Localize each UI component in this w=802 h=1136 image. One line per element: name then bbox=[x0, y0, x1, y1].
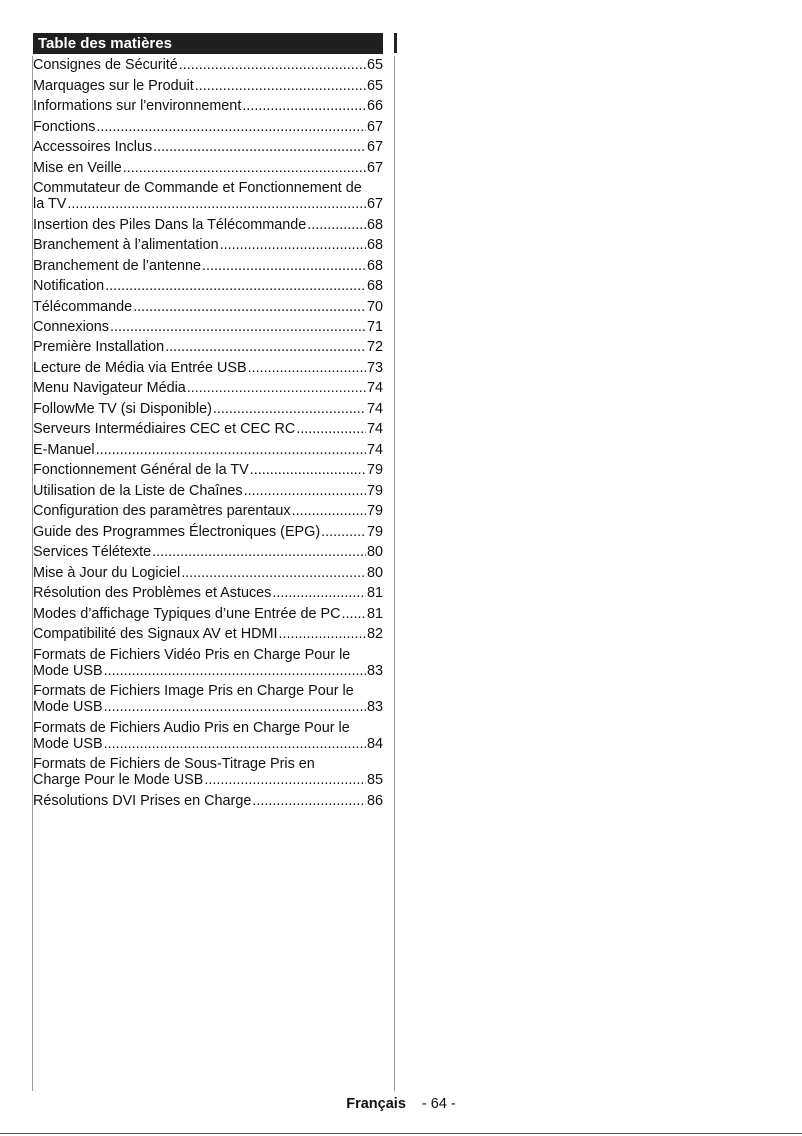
toc-entry bbox=[33, 681, 383, 717]
toc-entry-title: Branchement à l’alimentation bbox=[33, 237, 219, 254]
toc-entry-title: Insertion des Piles Dans la Télécommande bbox=[33, 216, 307, 233]
toc-entry-row bbox=[33, 360, 383, 376]
toc-entry-row bbox=[33, 503, 383, 519]
toc-entry-page: 79 bbox=[366, 503, 383, 520]
toc-entry-page: 70 bbox=[366, 298, 383, 315]
toc-entry-page: 68 bbox=[366, 278, 383, 295]
toc-entry bbox=[33, 378, 383, 398]
toc-entry bbox=[33, 276, 383, 296]
toc-entry-row bbox=[33, 98, 383, 114]
toc-entry bbox=[33, 604, 383, 624]
toc-entry-page: 67 bbox=[366, 159, 383, 176]
toc-entry-page: 84 bbox=[366, 735, 383, 752]
toc-entry-title-line1: Commutateur de Commande et Fonctionnement de bbox=[33, 180, 362, 197]
toc-entry-row bbox=[33, 462, 383, 478]
toc-entry-title: Compatibilité des Signaux AV et HDMI bbox=[33, 626, 278, 643]
toc-entry-page: 66 bbox=[366, 98, 383, 115]
toc-entry-title: Informations sur l'environnement bbox=[33, 98, 242, 115]
toc-entry bbox=[33, 157, 383, 177]
toc-entry-title: Résolutions DVI Prises en Charge bbox=[33, 792, 252, 809]
toc-entry bbox=[33, 296, 383, 316]
toc-entry-row bbox=[33, 78, 383, 94]
toc-entry bbox=[33, 235, 383, 255]
toc-entry-page: 83 bbox=[366, 699, 383, 716]
toc-entry-row bbox=[33, 401, 383, 417]
toc-entry bbox=[33, 399, 383, 419]
toc-entry-title: Consignes de Sécurité bbox=[33, 57, 178, 74]
toc-entry-row bbox=[33, 57, 383, 73]
toc-entry-page: 73 bbox=[366, 359, 383, 376]
dot-leader bbox=[152, 544, 366, 560]
dot-leader bbox=[279, 626, 366, 642]
toc-entry-row bbox=[33, 299, 383, 315]
toc-entry-page: 74 bbox=[366, 400, 383, 417]
dot-leader bbox=[321, 524, 366, 540]
toc-entry-page: 83 bbox=[366, 662, 383, 679]
toc-entry bbox=[33, 624, 383, 644]
dot-leader bbox=[179, 57, 366, 73]
toc-entry-row bbox=[33, 585, 383, 601]
dot-leader bbox=[341, 606, 366, 622]
toc-entry bbox=[33, 137, 383, 157]
toc-entry-title: E-Manuel bbox=[33, 441, 95, 458]
toc-entry bbox=[33, 96, 383, 116]
dot-leader bbox=[202, 258, 366, 274]
toc-entry-page: 74 bbox=[366, 380, 383, 397]
toc-entry-page: 72 bbox=[366, 339, 383, 356]
page-footer bbox=[0, 1096, 802, 1112]
table-of-contents bbox=[33, 33, 383, 811]
toc-entry-page: 74 bbox=[366, 441, 383, 458]
toc-entry-page: 82 bbox=[366, 626, 383, 643]
toc-entry-page: 68 bbox=[366, 237, 383, 254]
footer-page-number: - 64 - bbox=[421, 1096, 456, 1112]
dot-leader bbox=[307, 217, 366, 233]
toc-entry bbox=[33, 75, 383, 95]
toc-entry-title: Modes d’affichage Typiques d’une Entrée de PC bbox=[33, 605, 341, 622]
toc-entry-row bbox=[33, 544, 383, 560]
toc-entry-title: Services Télétexte bbox=[33, 544, 152, 561]
toc-entry-row bbox=[33, 793, 383, 809]
toc-entry-page: 68 bbox=[366, 216, 383, 233]
dot-leader bbox=[105, 278, 366, 294]
toc-entry bbox=[33, 214, 383, 234]
toc-entry-title: Première Installation bbox=[33, 339, 165, 356]
toc-entry-title: Branchement de l’antenne bbox=[33, 257, 202, 274]
toc-entry-row bbox=[33, 258, 383, 274]
toc-entry-page: 79 bbox=[366, 482, 383, 499]
toc-entry-page: 67 bbox=[366, 196, 383, 213]
toc-entry-row bbox=[33, 699, 383, 715]
toc-entry-page: 86 bbox=[366, 792, 383, 809]
toc-entry bbox=[33, 501, 383, 521]
dot-leader bbox=[165, 339, 366, 355]
toc-entry-title: Mise en Veille bbox=[33, 159, 122, 176]
toc-entry-page: 80 bbox=[366, 564, 383, 581]
toc-entry-title-line1: Formats de Fichiers Image Pris en Charge Pour le bbox=[33, 683, 354, 700]
toc-entry-page: 65 bbox=[366, 77, 383, 94]
toc-entry bbox=[33, 419, 383, 439]
dot-leader bbox=[181, 565, 366, 581]
toc-entry-page: 81 bbox=[366, 585, 383, 602]
toc-entry-title: Menu Navigateur Média bbox=[33, 380, 186, 397]
dot-leader bbox=[250, 462, 366, 478]
toc-entry-row bbox=[33, 196, 383, 212]
toc-entry bbox=[33, 55, 383, 75]
toc-entry-title-line1: Formats de Fichiers de Sous-Titrage Pris en bbox=[33, 756, 315, 773]
toc-entry-page: 67 bbox=[366, 139, 383, 156]
toc-entry bbox=[33, 583, 383, 603]
dot-leader bbox=[96, 119, 366, 135]
toc-list bbox=[33, 55, 383, 811]
toc-entry-row bbox=[33, 160, 383, 176]
dot-leader bbox=[204, 772, 366, 788]
toc-header: Table des matières bbox=[33, 33, 383, 54]
dot-leader bbox=[123, 160, 366, 176]
dot-leader bbox=[96, 442, 366, 458]
toc-entry-title: Configuration des paramètres parentaux bbox=[33, 503, 291, 520]
toc-entry-title: Mode USB bbox=[33, 699, 103, 716]
dot-leader bbox=[296, 421, 366, 437]
toc-entry bbox=[33, 440, 383, 460]
toc-entry bbox=[33, 178, 383, 214]
dot-leader bbox=[104, 699, 366, 715]
toc-entry-row bbox=[33, 626, 383, 642]
toc-entry-page: 85 bbox=[366, 772, 383, 789]
dot-leader bbox=[252, 793, 366, 809]
toc-entry-page: 68 bbox=[366, 257, 383, 274]
toc-entry-row bbox=[33, 319, 383, 335]
toc-entry-title: Télécommande bbox=[33, 298, 133, 315]
toc-entry bbox=[33, 791, 383, 811]
toc-entry bbox=[33, 522, 383, 542]
toc-entry-row bbox=[33, 237, 383, 253]
dot-leader bbox=[220, 237, 366, 253]
dot-leader bbox=[248, 360, 366, 376]
toc-entry-title: Guide des Programmes Électroniques (EPG) bbox=[33, 523, 321, 540]
toc-entry-row bbox=[33, 119, 383, 135]
dot-leader bbox=[153, 139, 366, 155]
dot-leader bbox=[104, 736, 366, 752]
toc-entry-row bbox=[33, 565, 383, 581]
toc-entry-page: 79 bbox=[366, 523, 383, 540]
toc-entry-title: Accessoires Inclus bbox=[33, 139, 153, 156]
toc-entry-row bbox=[33, 606, 383, 622]
toc-entry-title-line1: Formats de Fichiers Audio Pris en Charge Pour le bbox=[33, 719, 350, 736]
toc-entry-title: Serveurs Intermédiaires CEC et CEC RC bbox=[33, 421, 296, 438]
dot-leader bbox=[67, 196, 366, 212]
toc-entry-title: Fonctions bbox=[33, 118, 96, 135]
toc-entry-title: la TV bbox=[33, 196, 67, 213]
dot-leader bbox=[272, 585, 366, 601]
bottom-rule bbox=[0, 1133, 802, 1134]
column-divider bbox=[394, 56, 395, 1091]
toc-entry-title: Mode USB bbox=[33, 662, 103, 679]
toc-entry-title: Notification bbox=[33, 278, 105, 295]
dot-leader bbox=[110, 319, 366, 335]
toc-entry-row bbox=[33, 278, 383, 294]
toc-entry bbox=[33, 358, 383, 378]
toc-entry bbox=[33, 718, 383, 754]
toc-entry-title-line1: Formats de Fichiers Vidéo Pris en Charge Pour le bbox=[33, 646, 351, 663]
toc-entry-row bbox=[33, 442, 383, 458]
toc-entry-title: Utilisation de la Liste de Chaînes bbox=[33, 482, 243, 499]
toc-entry-page: 80 bbox=[366, 544, 383, 561]
toc-entry-title: Résolution des Problèmes et Astuces bbox=[33, 585, 272, 602]
dot-leader bbox=[292, 503, 366, 519]
toc-entry-page: 71 bbox=[366, 319, 383, 335]
toc-entry bbox=[33, 645, 383, 681]
toc-entry-page: 65 bbox=[366, 57, 383, 74]
toc-entry-title: Charge Pour le Mode USB bbox=[33, 772, 204, 789]
toc-entry-page: 81 bbox=[366, 605, 383, 622]
toc-entry-title: Lecture de Média via Entrée USB bbox=[33, 359, 247, 376]
toc-entry bbox=[33, 116, 383, 136]
toc-entry-row bbox=[33, 483, 383, 499]
toc-entry-row bbox=[33, 663, 383, 679]
toc-entry-row bbox=[33, 524, 383, 540]
toc-entry-row bbox=[33, 736, 383, 752]
toc-entry-row bbox=[33, 217, 383, 233]
toc-entry-title: Mise à Jour du Logiciel bbox=[33, 564, 181, 581]
toc-entry-title: Connexions bbox=[33, 319, 110, 335]
toc-entry bbox=[33, 460, 383, 480]
toc-entry-row bbox=[33, 772, 383, 788]
dot-leader bbox=[104, 663, 366, 679]
toc-entry bbox=[33, 255, 383, 275]
dot-leader bbox=[187, 380, 366, 396]
dot-leader bbox=[195, 78, 366, 94]
footer-language: Français bbox=[346, 1096, 406, 1112]
toc-entry-row bbox=[33, 380, 383, 396]
dot-leader bbox=[213, 401, 366, 417]
toc-entry bbox=[33, 317, 383, 337]
toc-entry-row bbox=[33, 421, 383, 437]
dot-leader bbox=[244, 483, 366, 499]
toc-entry-row bbox=[33, 339, 383, 355]
toc-entry-page: 74 bbox=[366, 421, 383, 438]
toc-entry bbox=[33, 481, 383, 501]
dot-leader bbox=[133, 299, 366, 315]
toc-entry-page: 67 bbox=[366, 118, 383, 135]
toc-entry bbox=[33, 542, 383, 562]
dot-leader bbox=[242, 98, 366, 114]
toc-entry-title: Marquages sur le Produit bbox=[33, 77, 194, 94]
toc-entry-title: FollowMe TV (si Disponible) bbox=[33, 400, 212, 417]
toc-entry bbox=[33, 754, 383, 790]
toc-entry-title: Mode USB bbox=[33, 735, 103, 752]
toc-entry-title: Fonctionnement Général de la TV bbox=[33, 462, 249, 479]
toc-entry-row bbox=[33, 139, 383, 155]
column-divider-mark bbox=[394, 33, 397, 53]
toc-entry bbox=[33, 563, 383, 583]
toc-entry-page: 79 bbox=[366, 462, 383, 479]
toc-entry bbox=[33, 337, 383, 357]
